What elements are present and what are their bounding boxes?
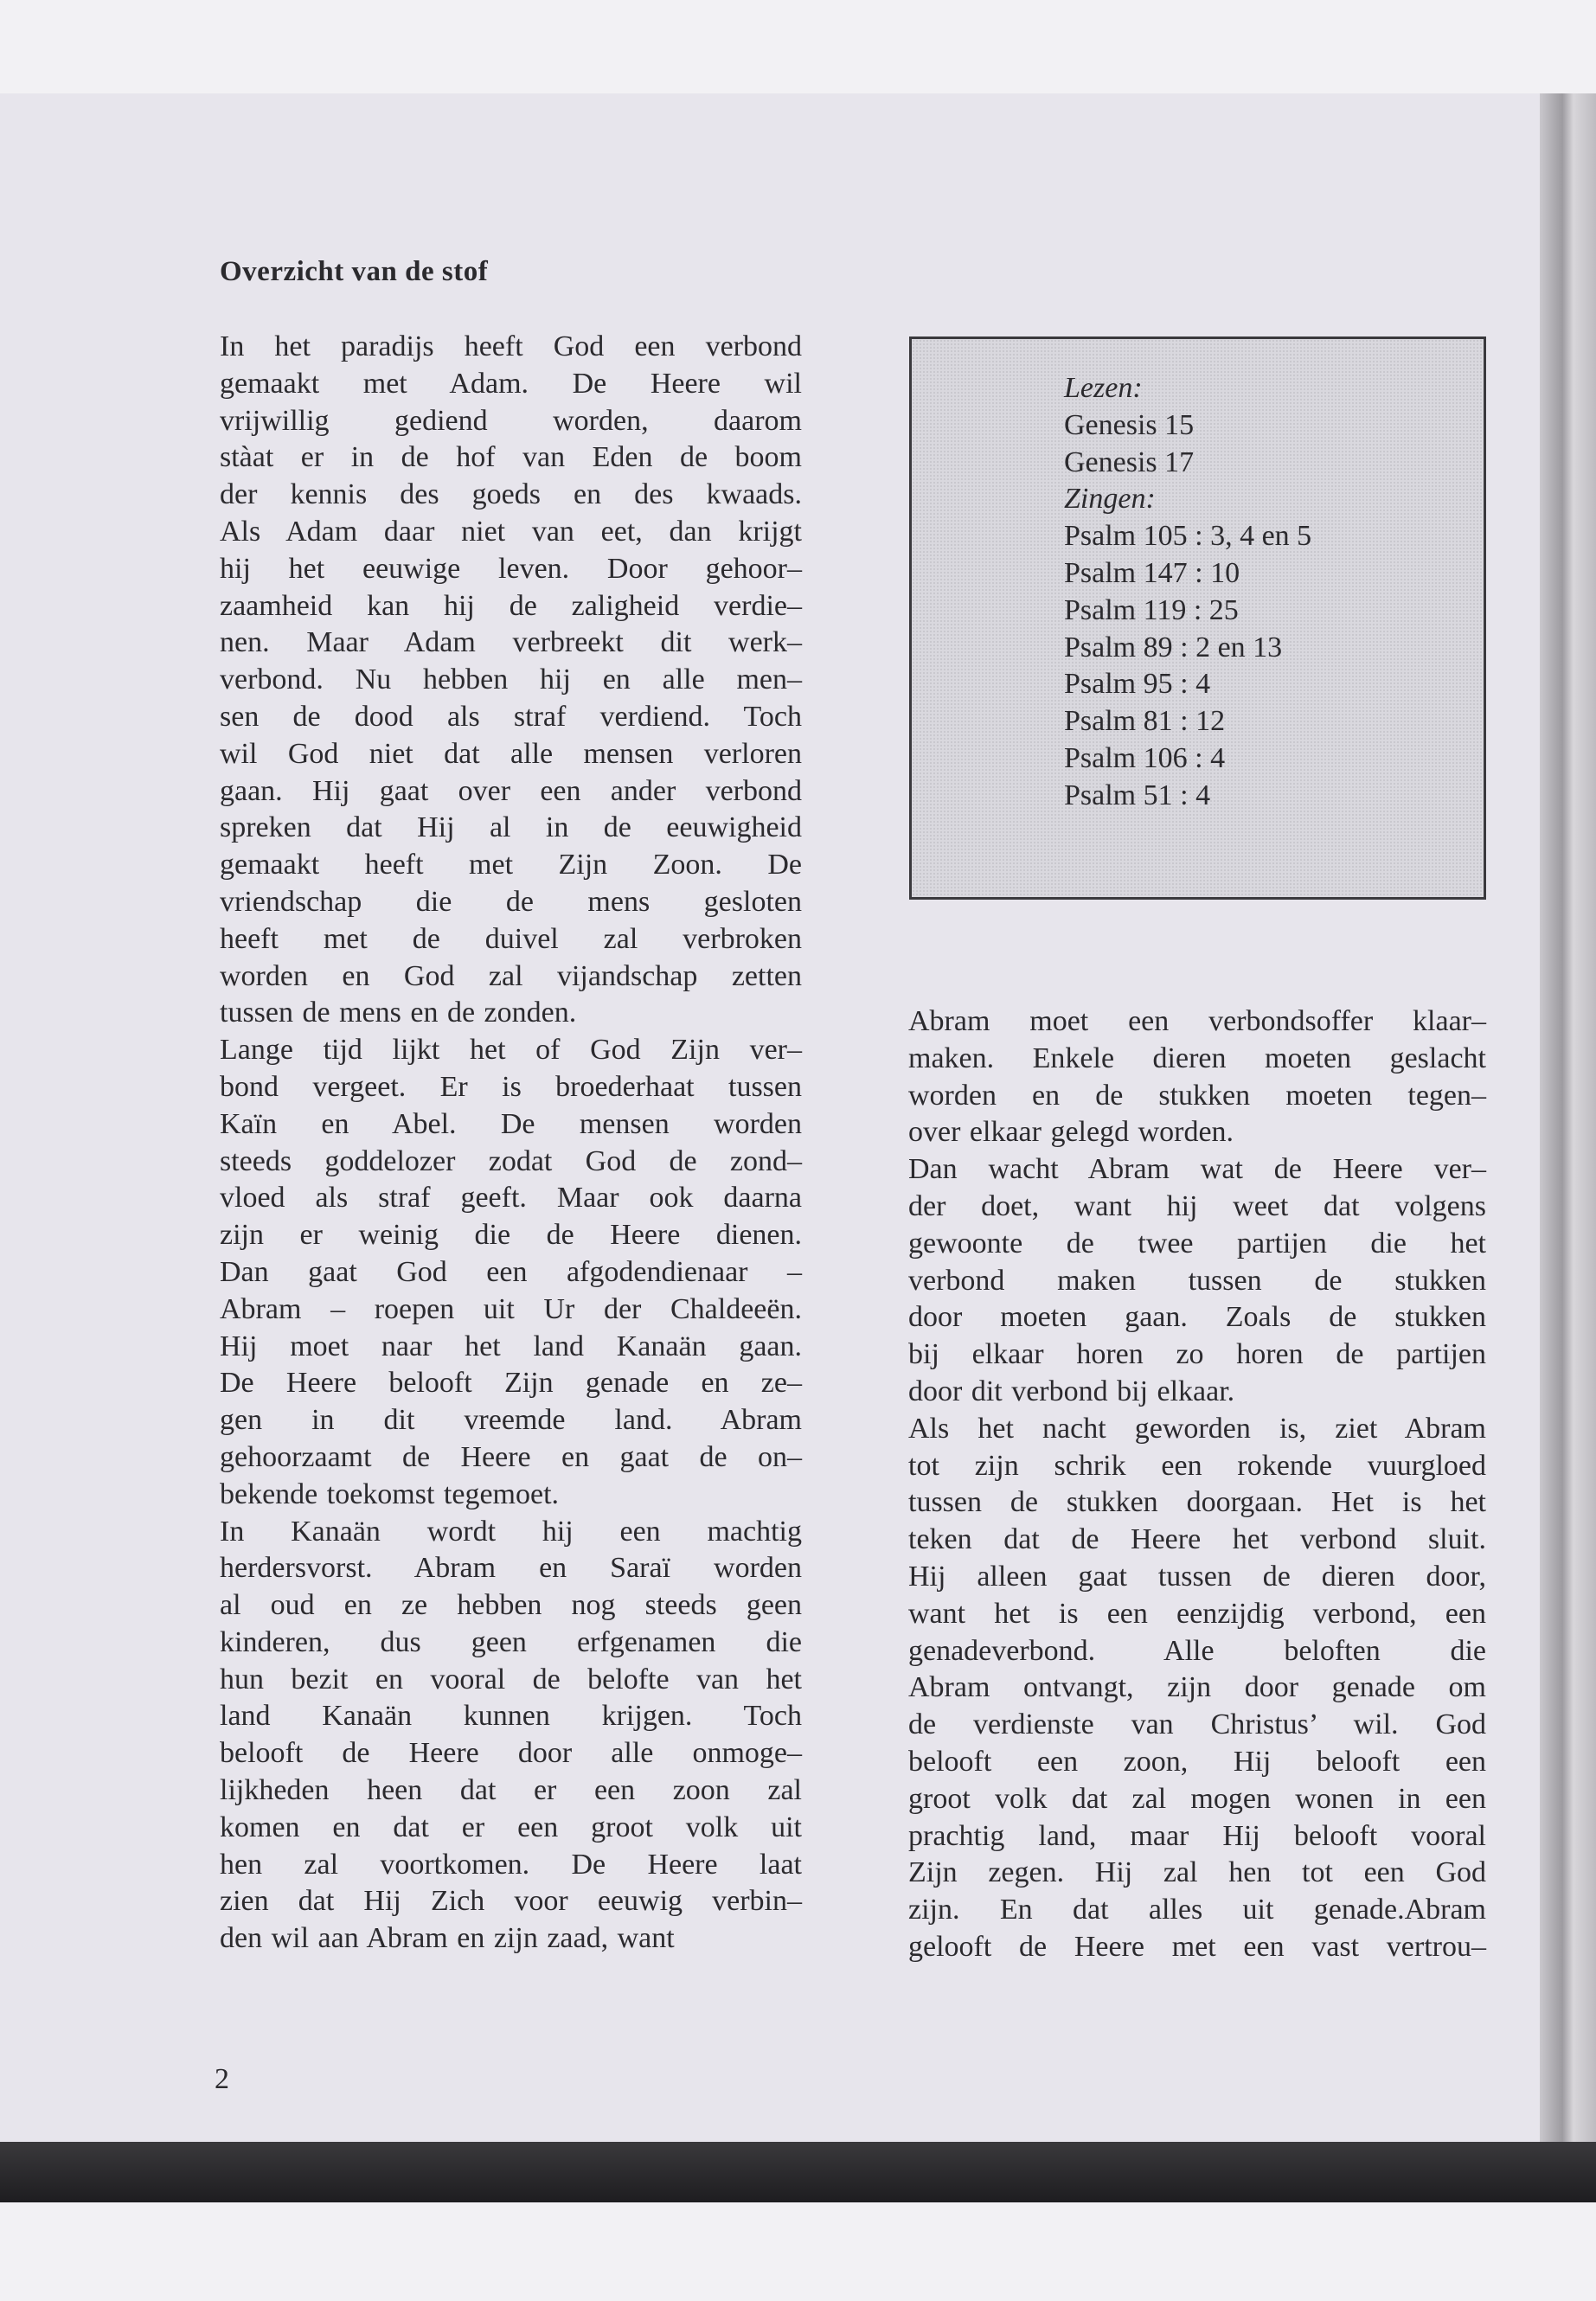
text-line: lijkheden heen dat er een zoon zal [220, 1774, 802, 1807]
text-line: wil God niet dat alle mensen verloren [220, 737, 802, 770]
text-line: bij elkaar horen zo horen de partijen [908, 1338, 1486, 1371]
text-line: hun bezit en vooral de belofte van het [220, 1663, 802, 1695]
readings-list [1064, 370, 1311, 815]
text-line: Hij moet naar het land Kanaän gaan. [220, 1330, 802, 1362]
readings-box [909, 336, 1486, 900]
psalm-item: Psalm 51 : 4 [1064, 779, 1211, 811]
text-line: zijn. En dat alles uit genade.Abram [908, 1894, 1486, 1926]
text-line: verbond. Nu hebben hij en alle men– [220, 663, 802, 696]
left-column-text [220, 329, 802, 1958]
text-line: gemaakt heeft met Zijn Zoon. De [220, 849, 802, 881]
text-line: Als het nacht geworden is, ziet Abram [908, 1412, 1486, 1445]
text-line: prachtig land, maar Hij belooft vooral [908, 1819, 1486, 1852]
text-line: Kaïn en Abel. De mensen worden [220, 1107, 802, 1140]
text-line: komen en dat er een groot volk uit [220, 1811, 802, 1843]
text-line: gewoonte de twee partijen die het [908, 1227, 1486, 1259]
text-line: kinderen, dus geen erfgenamen die [220, 1625, 802, 1658]
scan-bottom-strip [0, 2142, 1596, 2202]
text-line: De Heere belooft Zijn genade en ze– [220, 1367, 802, 1400]
text-line: genadeverbond. Alle beloften die [908, 1634, 1486, 1667]
text-line: stàat er in de hof van Eden de boom [220, 441, 802, 474]
psalm-item: Psalm 147 : 10 [1064, 556, 1240, 589]
right-column-text [908, 1003, 1486, 1966]
section-title: Overzicht van de stof [220, 256, 489, 287]
text-line: bekende toekomst tegemoet. [220, 1477, 560, 1510]
text-line: Hij alleen gaat tussen de dieren door, [908, 1560, 1486, 1593]
page-number: 2 [215, 2063, 229, 2095]
text-line: Abram ontvangt, zijn door genade om [908, 1671, 1486, 1704]
text-line: In Kanaän wordt hij een machtig [220, 1515, 802, 1548]
text-line: herdersvorst. Abram en Saraï worden [220, 1552, 802, 1585]
text-line: vloed als straf geeft. Maar ook daarna [220, 1182, 802, 1215]
text-line: Dan wacht Abram wat de Heere ver– [908, 1153, 1486, 1186]
text-line: Abram moet een verbondsoffer klaar– [908, 1005, 1486, 1037]
text-line: belooft de Heere door alle onmoge– [220, 1737, 802, 1770]
text-line: Als Adam daar niet van eet, dan krijgt [220, 515, 802, 548]
psalm-item: Psalm 119 : 25 [1064, 593, 1239, 626]
text-line: Dan gaat God een afgodendienaar – [220, 1255, 802, 1288]
psalm-item: Psalm 81 : 12 [1064, 705, 1226, 738]
text-line: want het is een eenzijdig verbond, een [908, 1597, 1486, 1630]
text-line: gehoorzaamt de Heere en gaat de on– [220, 1440, 802, 1473]
psalm-item: Psalm 106 : 4 [1064, 741, 1226, 774]
text-line: maken. Enkele dieren moeten geslacht [908, 1042, 1486, 1074]
lezen-label: Lezen: [1064, 372, 1143, 404]
text-line: tot zijn schrik een rokende vuurgloed [908, 1449, 1486, 1482]
text-line: nen. Maar Adam verbreekt dit werk– [220, 626, 802, 659]
text-line: zien dat Hij Zich voor eeuwig verbin– [220, 1885, 802, 1918]
reading-item: Genesis 17 [1064, 445, 1195, 478]
text-line: groot volk dat zal mogen wonen in een [908, 1782, 1486, 1815]
text-line: Lange tijd lijkt het of God Zijn ver– [220, 1034, 802, 1067]
text-line: al oud en ze hebben nog steeds geen [220, 1589, 802, 1622]
text-line: de verdienste van Christus’ wil. God [908, 1708, 1486, 1741]
text-line: gelooft de Heere met een vast vertrou– [908, 1930, 1486, 1963]
text-line: gaan. Hij gaat over een ander verbond [220, 774, 802, 807]
text-line: land Kanaän kunnen krijgen. Toch [220, 1700, 802, 1733]
text-line: worden en de stukken moeten tegen– [908, 1079, 1486, 1112]
text-line: sen de dood als straf verdiend. Toch [220, 700, 802, 733]
text-line: gemaakt met Adam. De Heere wil [220, 367, 802, 400]
text-line: door dit verbond bij elkaar. [908, 1375, 1235, 1407]
text-line: zaamheid kan hij de zaligheid verdie– [220, 589, 802, 622]
text-line: In het paradijs heeft God een verbond [220, 330, 802, 362]
reading-item: Genesis 15 [1064, 408, 1195, 441]
text-line: teken dat de Heere het verbond sluit. [908, 1523, 1486, 1556]
psalm-item: Psalm 95 : 4 [1064, 668, 1211, 701]
text-line: tussen de mens en de zonden. [220, 997, 577, 1029]
text-line: vrijwillig gediend worden, daarom [220, 404, 802, 437]
zingen-label: Zingen: [1064, 483, 1156, 516]
psalm-item: Psalm 89 : 2 en 13 [1064, 631, 1283, 663]
psalm-item: Psalm 105 : 3, 4 en 5 [1064, 520, 1312, 553]
text-line: tussen de stukken doorgaan. Het is het [908, 1486, 1486, 1519]
text-line: heeft met de duivel zal verbroken [220, 922, 802, 955]
text-line: verbond maken tussen de stukken [908, 1264, 1486, 1297]
text-line: den wil aan Abram en zijn zaad, want [220, 1922, 675, 1955]
text-line: Abram – roepen uit Ur der Chaldeeën. [220, 1292, 802, 1325]
text-line: worden en God zal vijandschap zetten [220, 959, 802, 992]
text-line: belooft een zoon, Hij belooft een [908, 1745, 1486, 1778]
text-line: door moeten gaan. Zoals de stukken [908, 1301, 1486, 1334]
text-line: der doet, want hij weet dat volgens [908, 1189, 1486, 1222]
text-line: steeds goddelozer zodat God de zond– [220, 1144, 802, 1177]
text-line: der kennis des goeds en des kwaads. [220, 478, 802, 511]
text-line: Zijn zegen. Hij zal hen tot een God [908, 1856, 1486, 1889]
text-line: hij het eeuwige leven. Door gehoor– [220, 552, 802, 585]
text-line: vriendschap die de mens gesloten [220, 885, 802, 918]
page-edge [1540, 93, 1596, 2152]
text-line: zijn er weinig die de Heere dienen. [220, 1219, 802, 1252]
text-line: spreken dat Hij al in de eeuwigheid [220, 811, 802, 844]
text-line: gen in dit vreemde land. Abram [220, 1404, 802, 1437]
text-line: hen zal voortkomen. De Heere laat [220, 1848, 802, 1881]
text-line: bond vergeet. Er is broederhaat tussen [220, 1070, 802, 1103]
text-line: over elkaar gelegd worden. [908, 1116, 1234, 1149]
